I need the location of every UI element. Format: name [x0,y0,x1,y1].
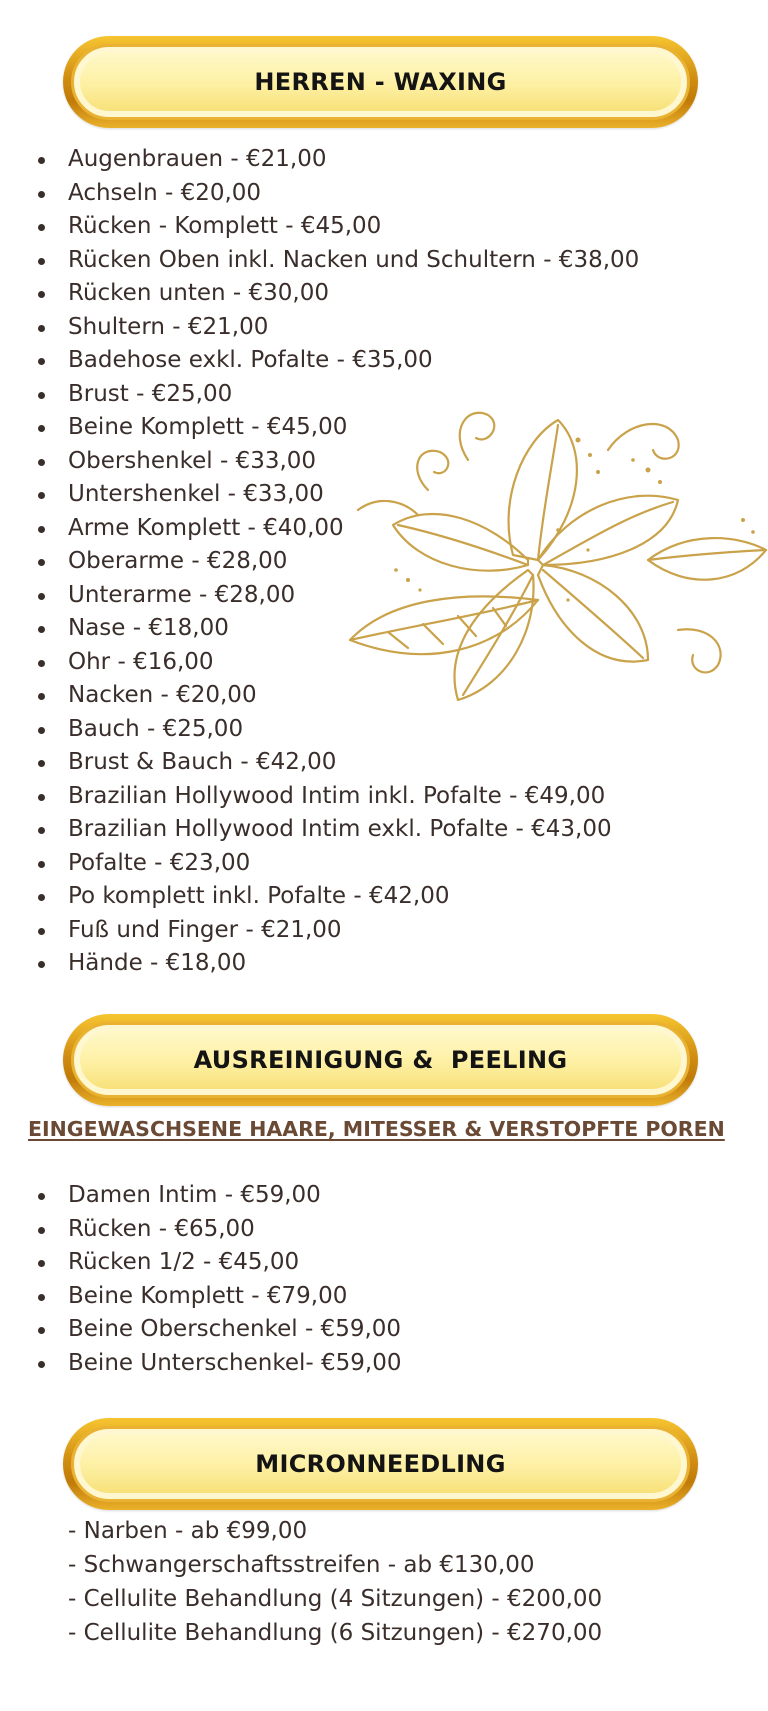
list-item: Achseln - €20,00 [36,177,639,211]
list-item: Nase - €18,00 [36,612,639,646]
banner-ring [71,1426,690,1502]
list-item: Rücken 1/2 - €45,00 [36,1246,401,1280]
list-item: Badehose exkl. Pofalte - €35,00 [36,344,639,378]
list-item: Oberarme - €28,00 [36,545,639,579]
list-item: Ohr - €16,00 [36,646,639,680]
section-title: HERREN - WAXING [254,68,507,96]
list-item: Obershenkel - €33,00 [36,445,639,479]
list-item: Rücken unten - €30,00 [36,277,639,311]
list-item: Beine Oberschenkel - €59,00 [36,1313,401,1347]
list-item: Beine Komplett - €79,00 [36,1280,401,1314]
section-banner-needling [63,1418,698,1510]
list-item: Po komplett inkl. Pofalte - €42,00 [36,880,639,914]
needling-price-list [68,1514,602,1650]
list-item: Fuß und Finger - €21,00 [36,914,639,948]
list-item: Pofalte - €23,00 [36,847,639,881]
banner-inner [80,53,681,111]
banner-inner [80,1435,681,1493]
list-item: Brust - €25,00 [36,378,639,412]
list-item: Brazilian Hollywood Intim inkl. Pofalte - €49,00 [36,780,639,814]
list-item: - Cellulite Behandlung (4 Sitzungen) - €200,00 [68,1586,603,1612]
section-title: AUSREINIGUNG & PEELING [193,1046,568,1074]
list-item: Rücken - Komplett - €45,00 [36,210,639,244]
list-item: Damen Intim - €59,00 [36,1179,401,1213]
list-item: Rücken - €65,00 [36,1213,401,1247]
list-item: - Schwangerschaftsstreifen - ab €130,00 [68,1552,535,1578]
list-item: Beine Unterschenkel- €59,00 [36,1347,401,1381]
list-item: Nacken - €20,00 [36,679,639,713]
list-item: - Narben - ab €99,00 [68,1518,308,1544]
waxing-price-list [36,143,639,981]
banner-ring [71,44,690,120]
list-item: Beine Komplett - €45,00 [36,411,639,445]
list-item: Arme Komplett - €40,00 [36,512,639,546]
list-item: Hände - €18,00 [36,947,639,981]
list-item: Untershenkel - €33,00 [36,478,639,512]
list-item: - Cellulite Behandlung (6 Sitzungen) - €270,00 [68,1620,603,1646]
section-title: MICRONNEEDLING [255,1450,506,1478]
list-item: Shultern - €21,00 [36,311,639,345]
list-item: Brust & Bauch - €42,00 [36,746,639,780]
section-subtitle: EINGEWASCHSENE HAARE, MITESSER & VERSTOPFTE POREN [28,1117,725,1141]
banner-ring [71,1022,690,1098]
section-banner-waxing [63,36,698,128]
list-item: Bauch - €25,00 [36,713,639,747]
peeling-price-list [36,1179,401,1380]
list-item: Augenbrauen - €21,00 [36,143,639,177]
banner-inner [80,1031,681,1089]
list-item: Brazilian Hollywood Intim exkl. Pofalte - €43,00 [36,813,639,847]
list-item: Rücken Oben inkl. Nacken und Schultern - €38,00 [36,244,639,278]
list-item: Unterarme - €28,00 [36,579,639,613]
section-banner-peeling [63,1014,698,1106]
